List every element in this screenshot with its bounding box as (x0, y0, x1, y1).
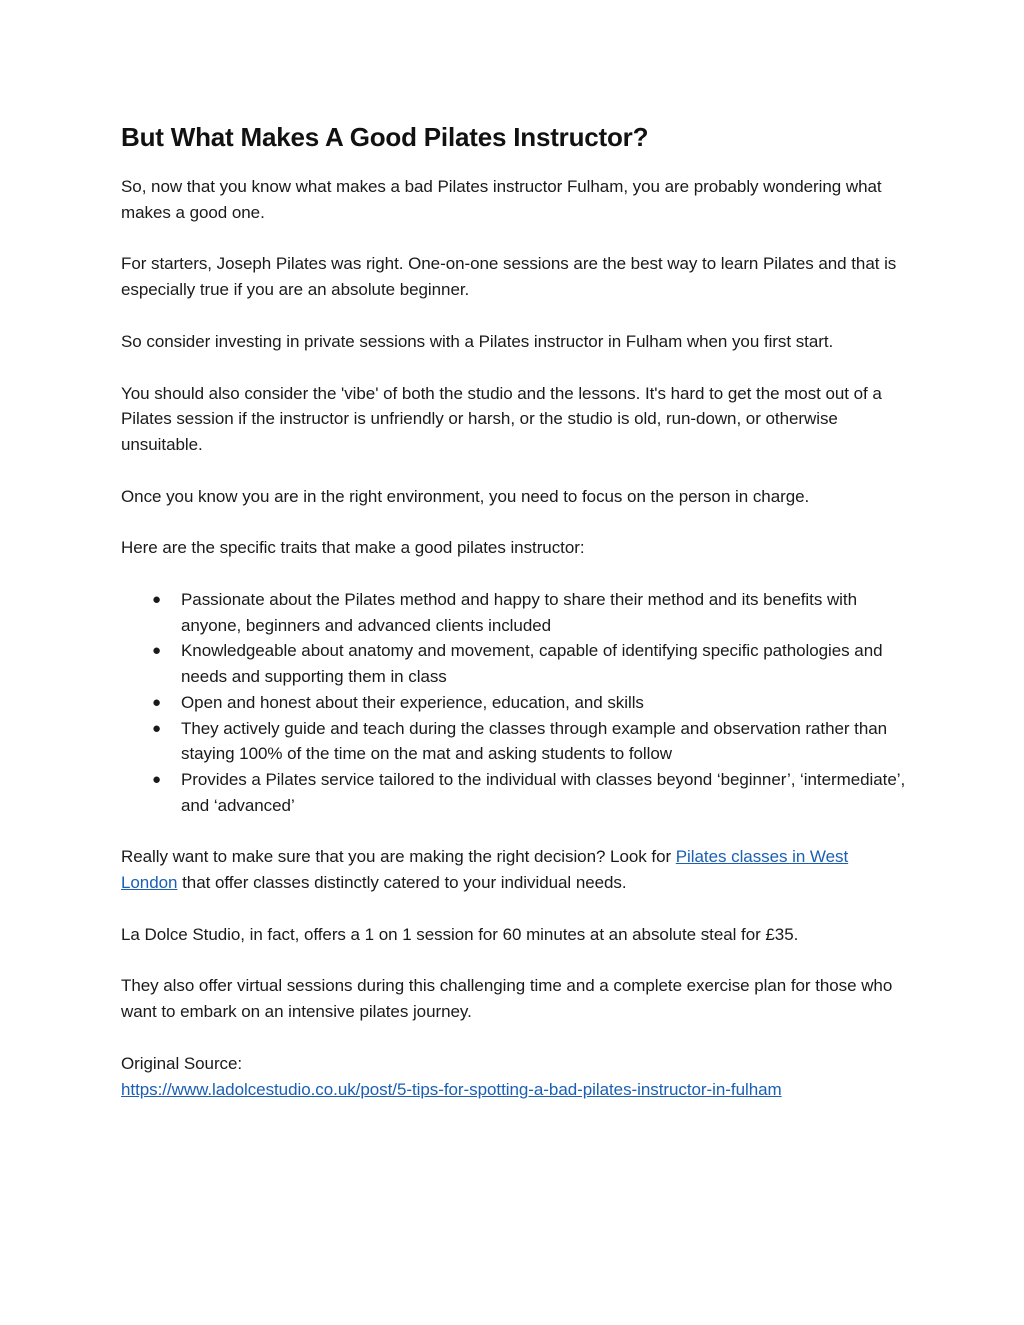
decision-text-before: Really want to make sure that you are making the right decision? Look for (121, 847, 676, 867)
bullet-icon: ● (152, 770, 162, 788)
list-item (121, 690, 906, 716)
list-item (121, 767, 906, 818)
paragraph-traits-intro: Here are the specific traits that make a good pilates instructor: (121, 538, 585, 558)
paragraph-starters: For starters, Joseph Pilates was right. One-on-one sessions are the best way to learn Pilates and that is especially true if you are an absolute beginner. (121, 254, 897, 300)
list-item-text: Knowledgeable about anatomy and movement, capable of identifying specific pathologies and needs and supporting them in class (181, 641, 883, 687)
list-item-text: Provides a Pilates service tailored to the individual with classes beyond ‘beginner’, ‘intermediate’, and ‘advanced’ (181, 769, 906, 815)
pilates-classes-link[interactable]: Pilates classes in West London (121, 847, 849, 893)
bullet-icon: ● (152, 642, 162, 660)
list-item (121, 716, 906, 767)
paragraph-private-sessions: So consider investing in private sessions with a Pilates instructor in Fulham when you first start. (121, 331, 834, 351)
traits-list (121, 587, 906, 818)
bullet-icon: ● (152, 719, 162, 737)
list-item-text: Passionate about the Pilates method and happy to share their method and its benefits with anyone, beginners and advanced clients included (181, 590, 857, 635)
document-page (121, 118, 906, 1102)
list-item-text: They actively guide and teach during the classes through example and observation rather than staying 100% of the time on the mat and asking students to follow (181, 718, 888, 764)
bullet-icon: ● (152, 693, 162, 711)
paragraph-vibe: You should also consider the 'vibe' of both the studio and the lessons. It's hard to get the most out of a Pilates session if the instructor is unfriendly or harsh, or the studio is old, run-down, or otherwise unsuitable. (121, 383, 882, 454)
source-link[interactable]: https://www.ladolcestudio.co.uk/post/5-tips-for-spotting-a-bad-pilates-instructor-in-fulham (121, 1079, 782, 1099)
paragraph-environment: Once you know you are in the right environment, you need to focus on the person in charge. (121, 486, 810, 506)
page-title: But What Makes A Good Pilates Instructor? (121, 122, 649, 152)
list-item (121, 638, 906, 689)
bullet-icon: ● (152, 591, 162, 609)
list-item-text: Open and honest about their experience, education, and skills (181, 692, 644, 712)
list-item (121, 587, 906, 638)
source-label: Original Source: (121, 1053, 243, 1073)
paragraph-intro: So, now that you know what makes a bad Pilates instructor Fulham, you are probably wondering what makes a good one. (121, 177, 882, 222)
decision-text-after: that offer classes distinctly catered to your individual needs. (177, 873, 627, 893)
paragraph-studio-offer: La Dolce Studio, in fact, offers a 1 on 1 session for 60 minutes at an absolute steal for £35. (121, 924, 799, 944)
paragraph-virtual: They also offer virtual sessions during this challenging time and a complete exercise plan for those who want to embark on an intensive pilates journey. (121, 976, 893, 1022)
source-block (121, 1051, 906, 1102)
paragraph-decision (121, 844, 906, 895)
